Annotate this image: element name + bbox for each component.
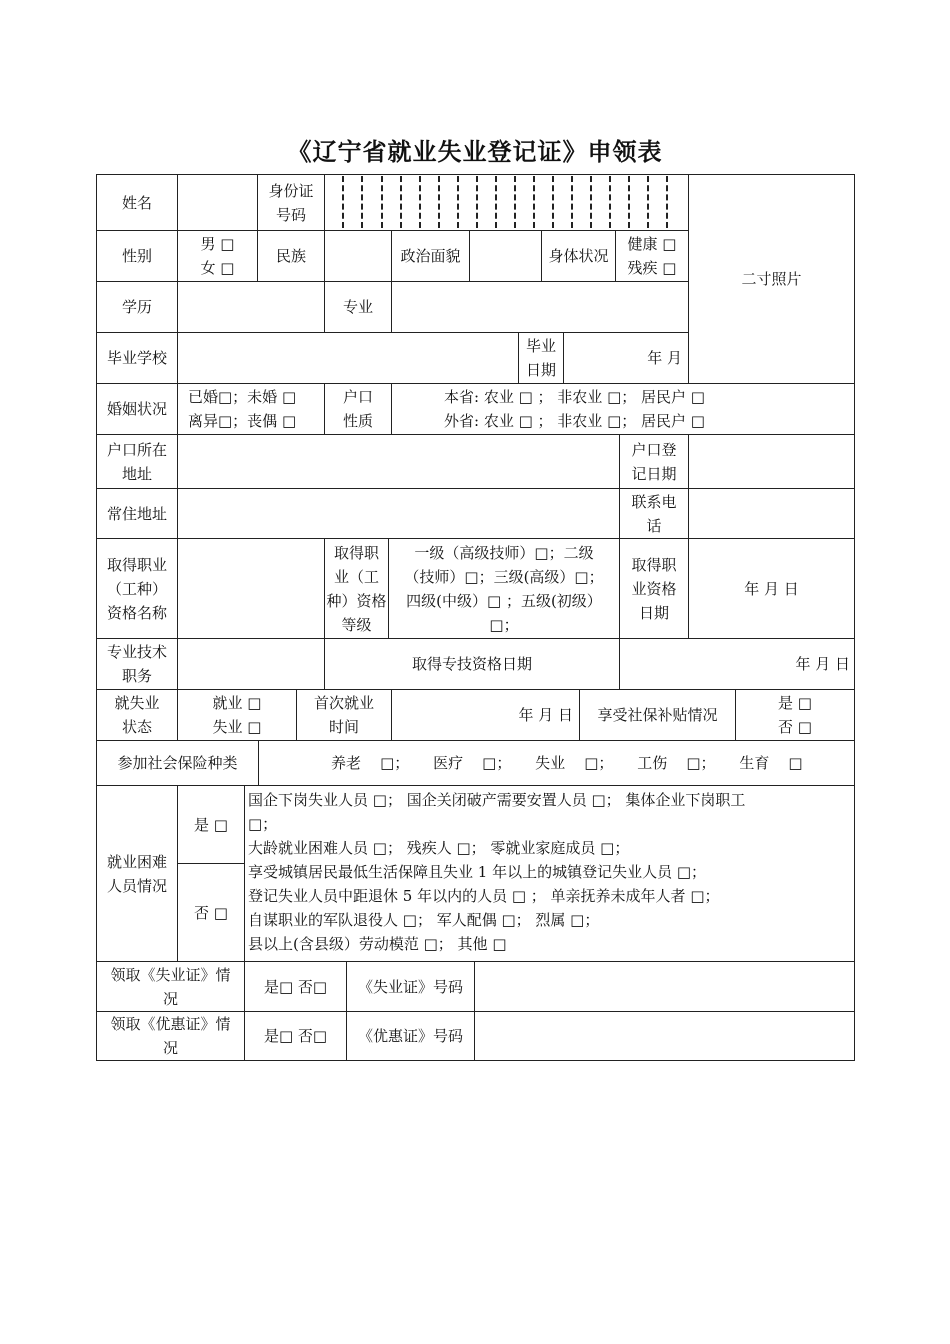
id-digit-divider (342, 176, 344, 228)
political-label: 政治面貌 (391, 230, 470, 282)
id-digit-divider (361, 176, 363, 228)
qualification-name-label: 取得职业 （工种） 资格名称 (96, 538, 178, 639)
insurance-label: 参加社会保险种类 (96, 740, 259, 786)
hukou-address-label: 户口所在 地址 (96, 434, 178, 489)
id-number-label: 身份证 号码 (257, 174, 325, 231)
id-digit-divider (647, 176, 649, 228)
preferential-cert-options[interactable]: 是□ 否□ (244, 1011, 347, 1061)
gender-label: 性别 (96, 230, 178, 282)
hukou-type-label: 户口 性质 (324, 383, 392, 435)
photo-box: 二寸照片 (688, 174, 855, 384)
qualification-level-label: 取得职 业（工 种）资格 等级 (324, 538, 389, 639)
preferential-cert-number-field[interactable] (474, 1011, 855, 1061)
employment-status-label: 就失业 状态 (96, 689, 178, 741)
id-digit-divider (438, 176, 440, 228)
id-digit-divider (609, 176, 611, 228)
political-field[interactable] (469, 230, 542, 282)
education-label: 学历 (96, 281, 178, 333)
marital-options[interactable]: 已婚□；未婚 □ 离异□；丧偶 □ (177, 383, 325, 435)
difficulty-no-options[interactable]: 享受城镇居民最低生活保障且失业 1 年以上的城镇登记失业人员 □； 登记失业人员中距退休 5 年以内的人员 □ ； 单亲抚养未成年人者 □； 自谋职业的军队退役人 □； 军人配偶 □； 烈属 □； 县以上(含县级）劳动模范 □； 其他 □ (244, 858, 855, 962)
gender-options[interactable]: 男 □ 女 □ (177, 230, 258, 282)
unemployment-cert-number-label: 《失业证》号码 (346, 961, 475, 1012)
id-digit-divider (495, 176, 497, 228)
id-digit-divider (628, 176, 630, 228)
unemployment-cert-number-field[interactable] (474, 961, 855, 1012)
health-options[interactable]: 健康 □ 残疾 □ (615, 230, 689, 282)
qualification-date-label: 取得职 业资格 日期 (619, 538, 689, 639)
id-digit-divider (457, 176, 459, 228)
preferential-cert-number-label: 《优惠证》号码 (346, 1011, 475, 1061)
school-label: 毕业学校 (96, 332, 178, 384)
difficulty-yes-options[interactable]: 国企下岗失业人员 □； 国企关闭破产需要安置人员 □； 集体企业下岗职工 □； 大龄就业困难人员 □； 残疾人 □； 零就业家庭成员 □； (244, 785, 855, 864)
id-digit-divider (552, 176, 554, 228)
marital-label: 婚姻状况 (96, 383, 178, 435)
phone-label: 联系电 话 (619, 488, 689, 539)
phone-field[interactable] (688, 488, 855, 539)
grad-date-field[interactable]: 年 月 (563, 332, 689, 384)
ethnicity-label: 民族 (257, 230, 325, 282)
tech-title-field[interactable] (177, 638, 325, 690)
id-digit-divider (666, 176, 668, 228)
id-digit-divider (400, 176, 402, 228)
form-title: 《辽宁省就业失业登记证》申领表 (287, 138, 663, 166)
qualification-date-field[interactable]: 年 月 日 (688, 538, 855, 639)
id-number-field[interactable] (324, 174, 689, 231)
residence-field[interactable] (177, 488, 620, 539)
tech-date-label: 取得专技资格日期 (324, 638, 620, 690)
name-field[interactable] (177, 174, 258, 231)
tech-title-label: 专业技术 职务 (96, 638, 178, 690)
tech-date-field[interactable]: 年 月 日 (619, 638, 855, 690)
hukou-address-field[interactable] (177, 434, 620, 489)
name-label: 姓名 (96, 174, 178, 231)
difficulty-yes[interactable]: 是 □ (177, 785, 245, 864)
major-field[interactable] (391, 281, 689, 333)
ethnicity-field[interactable] (324, 230, 392, 282)
unemployment-cert-options[interactable]: 是□ 否□ (244, 961, 347, 1012)
insurance-options[interactable]: 养老 □； 医疗 □； 失业 □； 工伤 □； 生育 □ (258, 740, 855, 786)
preferential-cert-label: 领取《优惠证》情 况 (96, 1011, 245, 1061)
school-field[interactable] (177, 332, 519, 384)
residence-label: 常住地址 (96, 488, 178, 539)
id-digit-divider (419, 176, 421, 228)
id-digit-divider (476, 176, 478, 228)
hukou-type-options[interactable]: 本省: 农业 □ ； 非农业 □； 居民户 □ 外省: 农业 □ ； 非农业 □； 居民户 □ (391, 383, 855, 435)
hukou-date-field[interactable] (688, 434, 855, 489)
hukou-date-label: 户口登 记日期 (619, 434, 689, 489)
id-digit-divider (381, 176, 383, 228)
major-label: 专业 (324, 281, 392, 333)
first-employment-field[interactable]: 年 月 日 (391, 689, 580, 741)
employment-status-options[interactable]: 就业 □ 失业 □ (177, 689, 297, 741)
subsidy-label: 享受社保补贴情况 (579, 689, 736, 741)
difficulty-label: 就业困难 人员情况 (96, 785, 178, 962)
difficulty-no[interactable]: 否 □ (177, 863, 245, 962)
id-digit-divider (571, 176, 573, 228)
id-digit-divider (590, 176, 592, 228)
education-field[interactable] (177, 281, 325, 333)
qualification-name-field[interactable] (177, 538, 325, 639)
id-digit-divider (514, 176, 516, 228)
unemployment-cert-label: 领取《失业证》情 况 (96, 961, 245, 1012)
health-label: 身体状况 (541, 230, 616, 282)
qualification-level-options[interactable]: 一级（高级技师）□；二级 （技师）□；三级(高级）□； 四级(中级）□ ；五级(初级） □； (388, 538, 620, 639)
id-digit-divider (533, 176, 535, 228)
subsidy-options[interactable]: 是 □ 否 □ (735, 689, 855, 741)
first-employment-label: 首次就业 时间 (296, 689, 392, 741)
grad-date-label: 毕业 日期 (518, 332, 564, 384)
